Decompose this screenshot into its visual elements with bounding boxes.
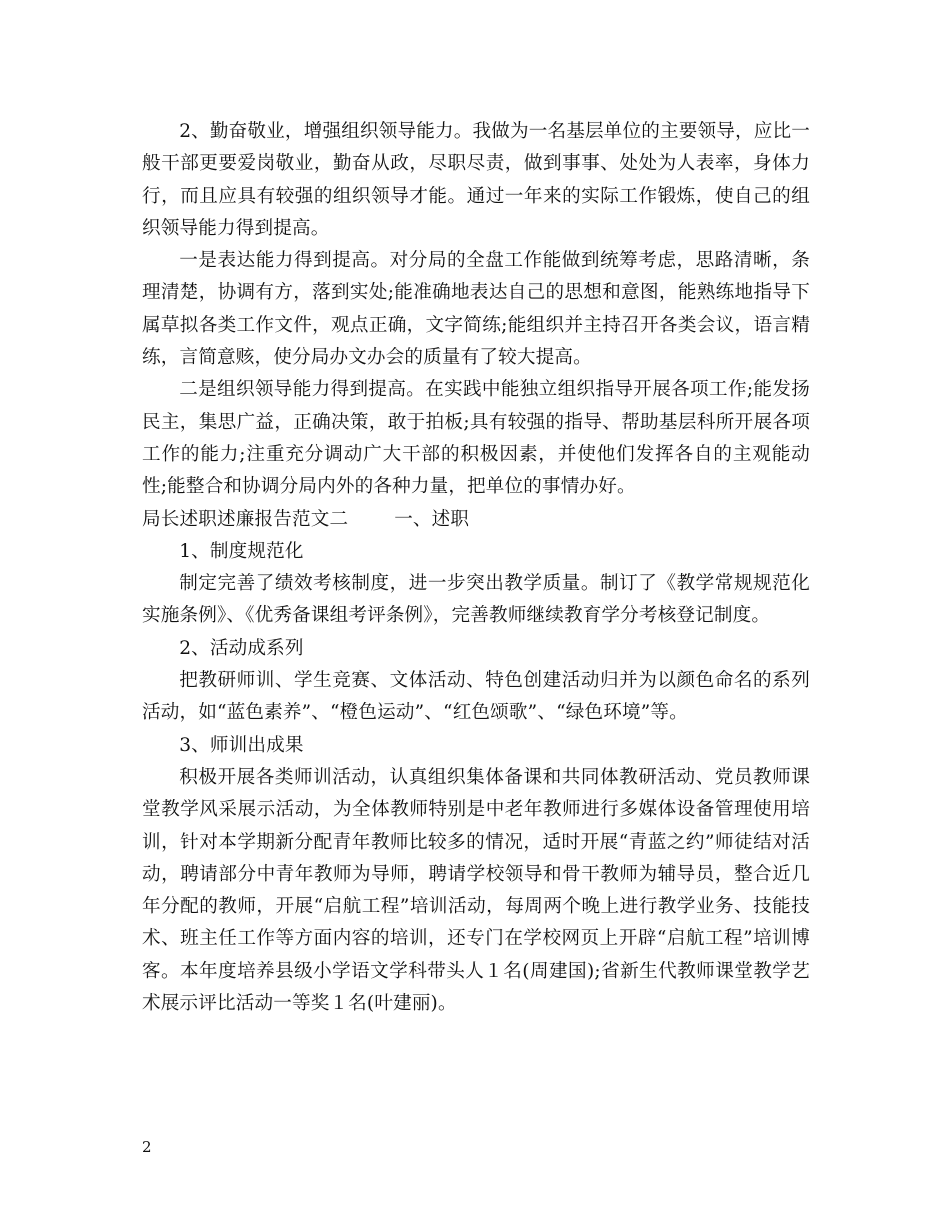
item-heading-training: 3、师训出成果 [179,734,304,756]
section-subtitle: 一、述职 [394,508,470,530]
paragraph-leadership-intro: 2、勤奋敬业，增强组织领导能力。我做为一名基层单位的主要领导，应比一般干部更要爱岗敬业，勤奋从政，尽职尽责，做到事事、处处为人表率，身体力行，而且应具有较强的组织领导才能。通过一年来的实际工作锻炼，使自己的组织领导能力得到提高。 [142,121,810,239]
paragraph-expression-ability: 一是表达能力得到提高。对分局的全盘工作能做到统筹考虑，思路清晰，条理清楚，协调有方，落到实处;能准确地表达自己的思想和意图，能熟练地指导下属草拟各类工作文件，观点正确，文字简练;能组织并主持召开各类会议，语言精练，言简意赅，使分局办文办会的质量有了较大提高。 [142,250,810,369]
item-heading-activities: 2、活动成系列 [179,637,304,659]
paragraph-organization-ability: 二是组织领导能力得到提高。在实践中能独立组织指导开展各项工作;能发扬民主，集思广益，正确决策，敢于拍板;具有较强的指导、帮助基层科所开展各项工作的能力;注重充分调动广大干部的积极因素，并使他们发挥各自的主观能动性;能整合和协调分局内外的各种力量，把单位的事情办好。 [142,379,810,498]
document-body [142,116,810,1020]
paragraph-training: 积极开展各类师训活动，认真组织集体备课和共同体教研活动、党员教师课堂教学风采展示活动，为全体教师特别是中老年教师进行多媒体设备管理使用培训，针对本学期新分配青年教师比较多的情况，适时开展“青蓝之约”师徒结对活动，聘请部分中青年教师为导师，聘请学校领导和骨干教师为辅导员，整合近几年分配的教师，开展“启航工程”培训活动，每周两个晚上进行教学业务、技能技术、班主任工作等方面内容的培训，还专门在学校网页上开辟“启航工程”培训博客。本年度培养县级小学语文学科带头人１名(周建国);省新生代教师课堂教学艺术展示评比活动一等奖１名(叶建丽)。 [142,766,810,1015]
page-number: 2 [142,1138,152,1156]
section-title: 局长述职述廉报告范文二 [142,508,349,530]
item-heading-system: 1、制度规范化 [179,540,304,562]
section-heading [142,504,810,536]
paragraph-activities: 把教研师训、学生竞赛、文体活动、特色创建活动归并为以颜色命名的系列活动，如“蓝色素养”、“橙色运动”、“红色颂歌”、“绿色环境”等。 [142,670,810,724]
paragraph-system: 制定完善了绩效考核制度，进一步突出教学质量。制订了《教学常规规范化实施条例》、《优秀备课组考评条例》，完善教师继续教育学分考核登记制度。 [142,573,810,627]
